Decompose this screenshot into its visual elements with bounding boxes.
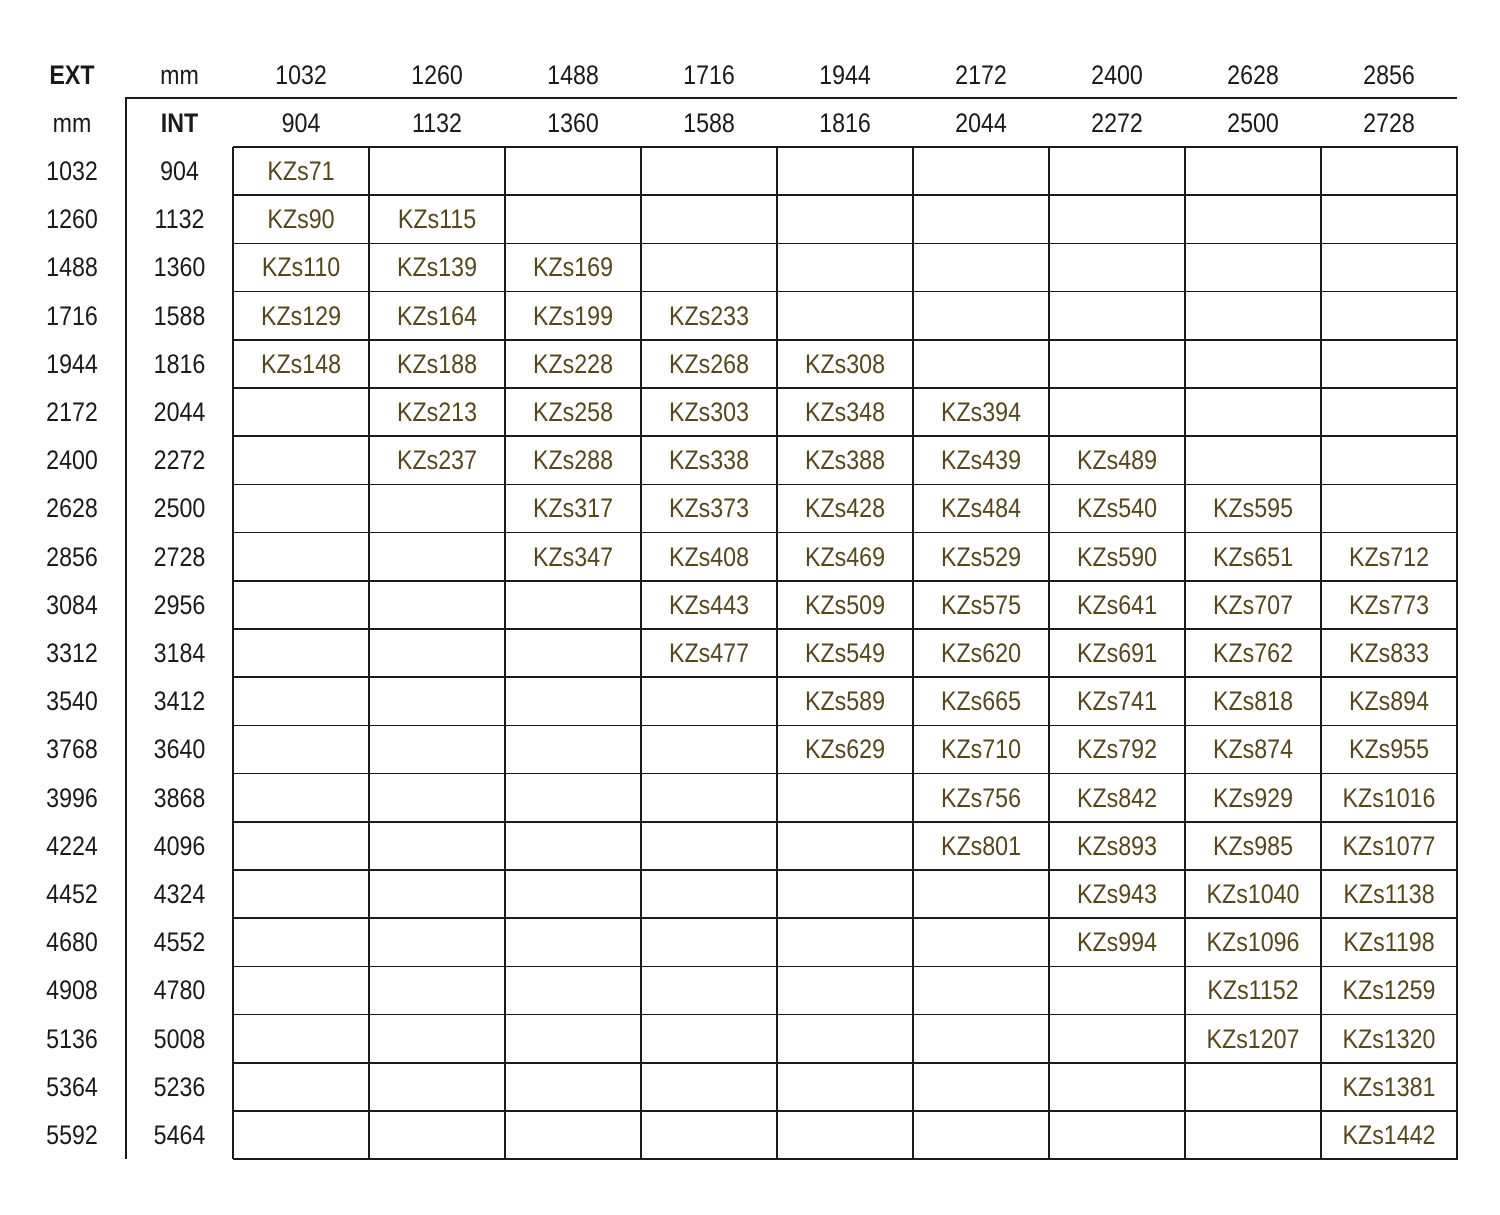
- row-header-int: 904: [160, 156, 199, 186]
- table-cell: KZs741: [1076, 686, 1158, 717]
- table-cell: [923, 195, 1040, 243]
- row-header-ext: 2400: [46, 445, 98, 476]
- table-cell: [1059, 1111, 1176, 1159]
- table-cell: [515, 966, 632, 1014]
- table-cell: [1331, 340, 1448, 388]
- row-header-int: 3640: [153, 734, 206, 765]
- table-cell: [923, 870, 1040, 918]
- table-cell: KZs595: [1212, 493, 1294, 524]
- table-cell: KZs1077: [1342, 830, 1436, 861]
- ext-unit-label: mm: [160, 60, 199, 90]
- table-cell: [1059, 147, 1176, 195]
- table-cell: [1331, 195, 1448, 243]
- table-cell: [515, 774, 632, 822]
- row-header-int: 5236: [153, 1071, 206, 1102]
- column-header-ext: 1944: [819, 60, 871, 90]
- table-cell: [1059, 340, 1176, 388]
- table-cell: KZs148: [260, 348, 342, 379]
- grid-line-horizontal: [233, 387, 1458, 389]
- table-cell: KZs894: [1348, 686, 1430, 717]
- table-cell: KZs1198: [1343, 927, 1435, 958]
- table-cell: KZs842: [1076, 782, 1158, 813]
- table-cell: [379, 533, 496, 581]
- table-cell: [651, 870, 768, 918]
- table-cell: [651, 195, 768, 243]
- table-cell: KZs665: [940, 686, 1022, 717]
- row-header-int: 4552: [153, 927, 206, 958]
- table-cell: KZs1320: [1342, 1023, 1436, 1054]
- row-header-int: 1816: [153, 348, 206, 379]
- table-cell: [651, 1015, 768, 1063]
- table-cell: [243, 725, 360, 773]
- table-cell: [923, 243, 1040, 291]
- table-cell: KZs288: [532, 445, 614, 476]
- table-cell: KZs943: [1076, 879, 1158, 909]
- row-header-int: 3868: [153, 782, 206, 813]
- table-cell: [515, 147, 632, 195]
- table-cell: KZs428: [804, 493, 886, 524]
- table-cell: KZs188: [396, 348, 478, 379]
- table-cell: [787, 195, 904, 243]
- table-cell: KZs509: [804, 589, 886, 620]
- table-cell: KZs394: [940, 397, 1022, 427]
- row-header-int: 4096: [153, 830, 206, 861]
- table-cell: KZs710: [940, 734, 1022, 765]
- table-cell: [923, 966, 1040, 1014]
- table-cell: KZs1016: [1342, 782, 1436, 813]
- column-header-int: 2272: [1091, 108, 1143, 138]
- table-cell: [1195, 147, 1312, 195]
- table-cell: [1059, 1015, 1176, 1063]
- table-cell: KZs439: [940, 445, 1022, 476]
- ext-label: EXT: [49, 60, 95, 90]
- table-cell: [787, 147, 904, 195]
- table-cell: [243, 484, 360, 532]
- grid-line-horizontal: [233, 1014, 1458, 1016]
- table-cell: KZs773: [1348, 589, 1430, 620]
- table-cell: [515, 725, 632, 773]
- table-cell: KZs115: [397, 204, 477, 235]
- grid-line-horizontal: [233, 917, 1458, 919]
- table-cell: [379, 966, 496, 1014]
- grid-line-horizontal: [233, 291, 1458, 293]
- table-cell: KZs233: [668, 300, 750, 331]
- column-header-int: 1132: [412, 108, 462, 138]
- grid-line-vertical: [1184, 147, 1186, 1159]
- table-cell: [243, 1111, 360, 1159]
- row-header-int: 2956: [153, 589, 206, 620]
- table-cell: [1195, 243, 1312, 291]
- table-cell: KZs348: [804, 397, 886, 427]
- table-cell: KZs1138: [1343, 879, 1435, 909]
- table-cell: [923, 918, 1040, 966]
- grid-line-vertical: [368, 147, 370, 1159]
- table-cell: [243, 966, 360, 1014]
- table-cell: [651, 147, 768, 195]
- row-header-ext: 4680: [46, 927, 98, 958]
- column-header-int: 2044: [955, 108, 1007, 138]
- table-cell: KZs893: [1076, 830, 1158, 861]
- column-header-ext: 1716: [683, 60, 735, 90]
- table-cell: KZs590: [1076, 541, 1158, 572]
- table-cell: KZs139: [396, 252, 478, 283]
- table-cell: KZs90: [267, 204, 335, 235]
- table-cell: [923, 1111, 1040, 1159]
- row-header-ext: 4908: [46, 975, 98, 1006]
- table-cell: [651, 1063, 768, 1111]
- table-cell: [379, 1063, 496, 1111]
- table-cell: [1059, 388, 1176, 436]
- table-cell: [1195, 1111, 1312, 1159]
- grid-line-horizontal: [233, 628, 1458, 630]
- table-cell: KZs529: [940, 541, 1022, 572]
- row-header-int: 2272: [153, 445, 206, 476]
- row-header-ext: 3312: [46, 638, 98, 668]
- grid-line-horizontal: [233, 194, 1458, 196]
- grid-line-horizontal: [233, 821, 1458, 823]
- column-header-ext: 1488: [547, 60, 599, 90]
- row-header-ext: 5364: [46, 1071, 98, 1102]
- table-cell: [651, 918, 768, 966]
- table-cell: [1059, 1063, 1176, 1111]
- table-cell: [243, 533, 360, 581]
- table-cell: KZs477: [668, 638, 750, 668]
- table-cell: KZs712: [1348, 541, 1430, 572]
- grid-line-horizontal: [233, 676, 1458, 678]
- column-header-ext: 2400: [1091, 60, 1143, 90]
- table-cell: [379, 1015, 496, 1063]
- row-header-int: 2044: [153, 397, 206, 427]
- table-cell: [515, 1015, 632, 1063]
- table-cell: [1331, 292, 1448, 340]
- column-header-int: 2500: [1227, 108, 1279, 138]
- table-cell: [1195, 436, 1312, 484]
- table-cell: [243, 629, 360, 677]
- grid-line-vertical: [776, 147, 778, 1159]
- table-cell: KZs303: [668, 397, 750, 427]
- table-cell: KZs756: [940, 782, 1022, 813]
- table-cell: [243, 870, 360, 918]
- grid-line-horizontal: [233, 146, 1458, 148]
- table-cell: [515, 1111, 632, 1159]
- table-cell: KZs164: [396, 300, 478, 331]
- table-cell: [243, 677, 360, 725]
- axis-divider: [125, 97, 127, 1159]
- table-cell: [243, 1063, 360, 1111]
- row-header-ext: 1944: [46, 348, 98, 379]
- table-cell: [379, 484, 496, 532]
- table-cell: [379, 918, 496, 966]
- column-header-ext: 1032: [275, 60, 327, 90]
- table-cell: [1331, 243, 1448, 291]
- row-header-int: 1132: [154, 204, 205, 235]
- column-header-ext: 1260: [411, 60, 463, 90]
- table-cell: [1195, 1063, 1312, 1111]
- table-cell: KZs1259: [1342, 975, 1436, 1006]
- table-cell: [923, 1063, 1040, 1111]
- table-cell: [1059, 292, 1176, 340]
- table-cell: [787, 774, 904, 822]
- table-cell: KZs589: [804, 686, 886, 717]
- table-cell: KZs1207: [1206, 1023, 1300, 1054]
- table-cell: [787, 292, 904, 340]
- table-cell: [379, 870, 496, 918]
- table-cell: KZs955: [1348, 734, 1430, 765]
- row-header-int: 5464: [153, 1120, 206, 1150]
- row-header-int: 3184: [153, 638, 206, 668]
- row-header-ext: 5136: [46, 1023, 98, 1054]
- row-header-int: 2728: [153, 541, 206, 572]
- table-cell: [379, 147, 496, 195]
- table-cell: [1331, 147, 1448, 195]
- table-cell: [1195, 388, 1312, 436]
- grid-line-vertical: [1320, 147, 1322, 1159]
- table-cell: [243, 436, 360, 484]
- table-cell: [787, 870, 904, 918]
- grid-line-horizontal: [233, 1110, 1458, 1112]
- table-cell: KZs691: [1076, 638, 1158, 668]
- table-cell: KZs388: [804, 445, 886, 476]
- table-cell: KZs994: [1076, 927, 1158, 958]
- table-cell: [787, 822, 904, 870]
- grid-line-horizontal: [233, 435, 1458, 437]
- grid-line-horizontal: [233, 580, 1458, 582]
- row-header-ext: 1260: [46, 204, 98, 235]
- column-header-int: 2728: [1363, 108, 1415, 138]
- table-cell: [923, 1015, 1040, 1063]
- row-header-ext: 2856: [46, 541, 98, 572]
- table-cell: [515, 870, 632, 918]
- table-cell: [787, 918, 904, 966]
- grid-line-horizontal: [233, 725, 1458, 727]
- table-cell: [787, 243, 904, 291]
- table-cell: [923, 292, 1040, 340]
- table-cell: KZs373: [668, 493, 750, 524]
- table-cell: [379, 774, 496, 822]
- column-header-int: 1360: [547, 108, 599, 138]
- column-header-int: 904: [281, 108, 321, 138]
- table-cell: KZs169: [532, 252, 614, 283]
- table-cell: KZs443: [668, 589, 750, 620]
- table-cell: KZs641: [1076, 589, 1158, 620]
- table-cell: KZs792: [1076, 734, 1158, 765]
- table-cell: [379, 581, 496, 629]
- row-header-int: 5008: [153, 1023, 206, 1054]
- table-cell: KZs338: [668, 445, 750, 476]
- table-cell: [379, 822, 496, 870]
- table-cell: [515, 195, 632, 243]
- table-cell: KZs549: [804, 638, 886, 668]
- table-cell: KZs929: [1212, 782, 1294, 813]
- table-cell: [515, 581, 632, 629]
- table-cell: KZs1381: [1342, 1071, 1436, 1102]
- table-cell: [379, 725, 496, 773]
- table-cell: KZs110: [261, 252, 341, 283]
- table-cell: KZs268: [668, 348, 750, 379]
- grid-line-vertical: [1456, 147, 1458, 1159]
- table-cell: [1195, 340, 1312, 388]
- int-label: INT: [160, 108, 199, 138]
- table-cell: KZs985: [1212, 830, 1294, 861]
- table-cell: KZs1040: [1206, 879, 1300, 909]
- table-cell: KZs629: [804, 734, 886, 765]
- grid-line-vertical: [1048, 147, 1050, 1159]
- table-cell: [923, 340, 1040, 388]
- table-cell: [651, 725, 768, 773]
- table-cell: [515, 629, 632, 677]
- table-cell: [379, 677, 496, 725]
- grid-line-horizontal: [233, 484, 1458, 486]
- table-cell: [243, 822, 360, 870]
- row-header-ext: 1032: [46, 156, 98, 186]
- grid-line-horizontal: [233, 532, 1458, 534]
- table-cell: KZs199: [532, 300, 614, 331]
- row-header-ext: 3084: [46, 589, 98, 620]
- table-cell: KZs213: [396, 397, 478, 427]
- table-cell: KZs1442: [1342, 1120, 1436, 1150]
- row-header-ext: 1488: [46, 252, 98, 283]
- grid-line-horizontal: [233, 243, 1458, 245]
- table-cell: KZs575: [940, 589, 1022, 620]
- grid-line-vertical: [504, 147, 506, 1159]
- table-cell: [243, 1015, 360, 1063]
- table-cell: [1059, 195, 1176, 243]
- row-header-ext: 3996: [46, 782, 98, 813]
- table-cell: [515, 1063, 632, 1111]
- grid-line-vertical: [232, 147, 234, 1159]
- column-header-ext: 2856: [1363, 60, 1415, 90]
- table-cell: [243, 918, 360, 966]
- table-cell: [1331, 436, 1448, 484]
- table-cell: KZs1096: [1206, 927, 1300, 958]
- row-header-int: 2500: [153, 493, 206, 524]
- table-cell: [651, 1111, 768, 1159]
- table-cell: KZs833: [1348, 638, 1430, 668]
- table-cell: KZs308: [804, 348, 886, 379]
- table-cell: KZs71: [267, 156, 335, 186]
- table-cell: KZs801: [940, 830, 1022, 861]
- table-cell: KZs469: [804, 541, 886, 572]
- table-cell: [379, 629, 496, 677]
- column-header-int: 1816: [819, 108, 871, 138]
- row-header-ext: 4224: [46, 830, 98, 861]
- table-cell: KZs707: [1212, 589, 1294, 620]
- table-cell: KZs317: [532, 493, 614, 524]
- table-cell: [243, 774, 360, 822]
- table-cell: [651, 677, 768, 725]
- table-cell: [787, 1015, 904, 1063]
- grid-line-horizontal: [233, 773, 1458, 775]
- table-cell: [651, 243, 768, 291]
- row-header-ext: 5592: [46, 1120, 98, 1150]
- table-cell: [1059, 243, 1176, 291]
- table-cell: KZs874: [1212, 734, 1294, 765]
- grid-line-horizontal: [233, 869, 1458, 871]
- table-cell: KZs228: [532, 348, 614, 379]
- table-cell: [923, 147, 1040, 195]
- table-cell: [1195, 195, 1312, 243]
- column-header-ext: 2172: [955, 60, 1007, 90]
- table-cell: KZs489: [1076, 445, 1158, 476]
- table-cell: [1195, 292, 1312, 340]
- table-cell: [243, 388, 360, 436]
- table-cell: KZs818: [1212, 686, 1294, 717]
- row-header-ext: 4452: [46, 879, 98, 909]
- row-header-int: 4780: [153, 975, 206, 1006]
- row-header-ext: 2628: [46, 493, 98, 524]
- grid-line-horizontal: [233, 966, 1458, 968]
- table-cell: [515, 677, 632, 725]
- table-cell: [651, 966, 768, 1014]
- row-header-int: 1360: [153, 252, 206, 283]
- row-header-ext: 2172: [46, 397, 98, 427]
- table-cell: [379, 1111, 496, 1159]
- int-unit-label: mm: [52, 108, 92, 138]
- row-header-int: 1588: [153, 300, 206, 331]
- table-cell: [1331, 484, 1448, 532]
- grid-line-horizontal: [233, 1158, 1458, 1160]
- table-cell: [515, 918, 632, 966]
- grid-line-vertical: [640, 147, 642, 1159]
- row-header-ext: 3768: [46, 734, 98, 765]
- column-header-ext: 2628: [1227, 60, 1279, 90]
- table-cell: KZs258: [532, 397, 614, 427]
- table-cell: KZs237: [396, 445, 478, 476]
- table-cell: KZs484: [940, 493, 1022, 524]
- grid-line-horizontal: [233, 339, 1458, 341]
- table-cell: [787, 1063, 904, 1111]
- table-cell: [243, 581, 360, 629]
- row-header-ext: 1716: [46, 300, 98, 331]
- table-cell: [651, 774, 768, 822]
- table-cell: KZs651: [1212, 541, 1294, 572]
- row-header-int: 3412: [153, 686, 206, 717]
- row-header-ext: 3540: [46, 686, 98, 717]
- table-cell: KZs347: [532, 541, 614, 572]
- table-cell: [651, 822, 768, 870]
- table-cell: [1331, 388, 1448, 436]
- grid-line-horizontal: [233, 1062, 1458, 1064]
- table-cell: KZs762: [1212, 638, 1294, 668]
- table-cell: KZs540: [1076, 493, 1158, 524]
- table-cell: KZs620: [940, 638, 1022, 668]
- row-header-int: 4324: [153, 879, 206, 909]
- table-cell: [787, 966, 904, 1014]
- table-cell: [515, 822, 632, 870]
- grid-line-vertical: [912, 147, 914, 1159]
- table-cell: KZs1152: [1207, 975, 1299, 1006]
- table-cell: KZs408: [668, 541, 750, 572]
- table-cell: KZs129: [260, 300, 342, 331]
- column-header-int: 1588: [683, 108, 735, 138]
- table-cell: [787, 1111, 904, 1159]
- table-cell: [1059, 966, 1176, 1014]
